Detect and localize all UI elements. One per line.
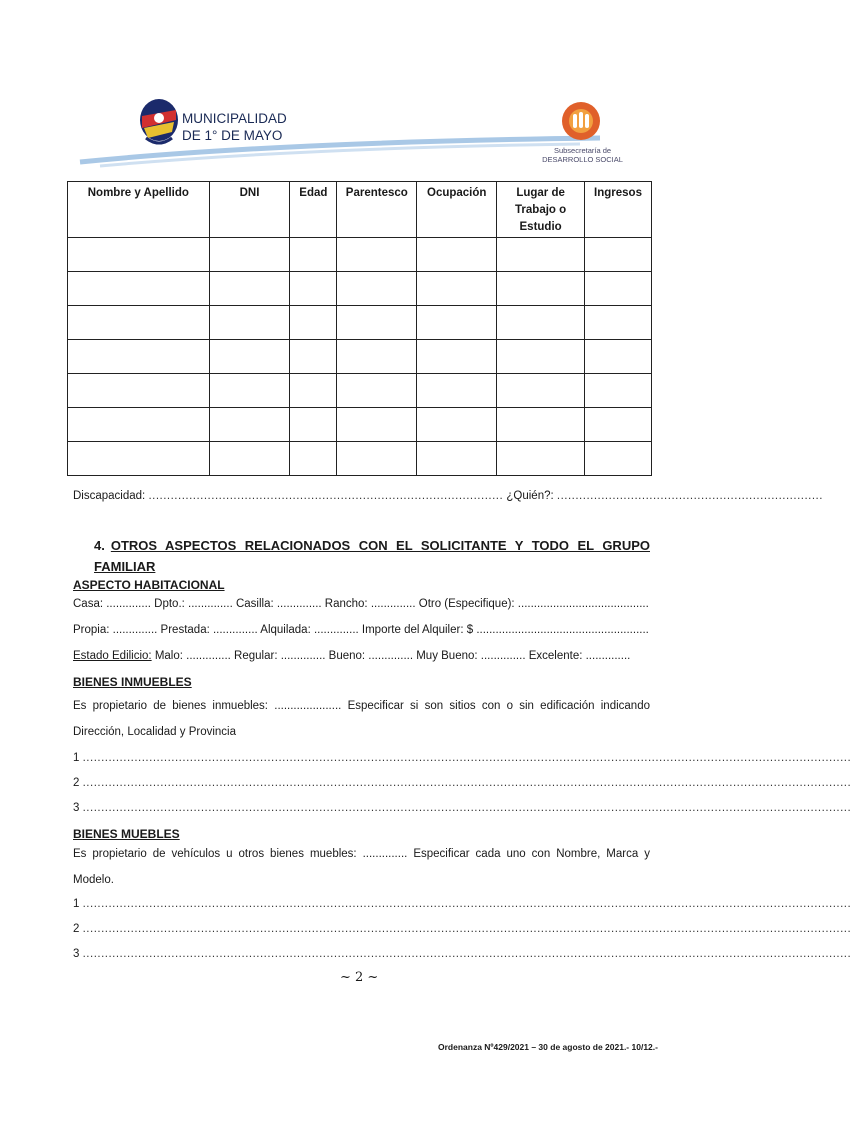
table-cell[interactable] — [585, 340, 652, 374]
table-cell[interactable] — [209, 442, 290, 476]
discapacidad-field[interactable]: ................................................................................................ — [148, 490, 504, 502]
subsecretaria-label — [520, 146, 645, 164]
discapacidad-line — [73, 490, 823, 502]
table-cell[interactable] — [497, 340, 585, 374]
heading-bienes-muebles: BIENES MUEBLES — [73, 827, 180, 841]
table-cell[interactable] — [497, 272, 585, 306]
subsecretaria-line1: Subsecretaría de — [553, 146, 612, 155]
muebles-question-cont: Modelo. — [73, 874, 114, 886]
discapacidad-label: Discapacidad: — [73, 490, 146, 502]
subsecretaria-line2: DESARROLLO SOCIAL — [542, 155, 623, 164]
municipal-crest-icon — [138, 98, 180, 148]
inmuebles-question-cont: Dirección, Localidad y Provincia — [73, 726, 236, 738]
table-cell[interactable] — [585, 306, 652, 340]
entry-dotted-field[interactable]: ................................................................................................................................................................................................................ — [82, 923, 851, 935]
estado-edilicio-label: Estado Edilicio: — [73, 650, 152, 662]
table-cell[interactable] — [585, 442, 652, 476]
table-cell[interactable] — [585, 374, 652, 408]
table-row — [68, 442, 652, 476]
table-cell[interactable] — [337, 408, 417, 442]
table-cell[interactable] — [68, 306, 210, 340]
entry-number: 3 — [73, 948, 80, 960]
table-cell[interactable] — [417, 374, 497, 408]
column-header: Edad — [290, 182, 337, 238]
table-row — [68, 340, 652, 374]
table-cell[interactable] — [497, 306, 585, 340]
table-cell[interactable] — [497, 238, 585, 272]
table-cell[interactable] — [417, 306, 497, 340]
table-cell[interactable] — [417, 442, 497, 476]
table-cell[interactable] — [290, 374, 337, 408]
table-cell[interactable] — [209, 238, 290, 272]
entry-dotted-field[interactable]: ................................................................................................................................................................................................................ — [82, 948, 851, 960]
entry-number: 1 — [73, 898, 80, 910]
inmueble-entry-2[interactable] — [73, 777, 851, 789]
entry-dotted-field[interactable]: ................................................................................................................................................................................................................ — [82, 898, 851, 910]
table-cell[interactable] — [209, 272, 290, 306]
muebles-question[interactable]: Es propietario de vehículos u otros bienes muebles: .............. Especificar cada uno con Nombre, Marca y — [73, 848, 650, 860]
section-4-title — [94, 535, 650, 577]
table-cell[interactable] — [290, 272, 337, 306]
table-cell[interactable] — [585, 272, 652, 306]
table-cell[interactable] — [68, 408, 210, 442]
footer-ordinance: Ordenanza Nº429/2021 – 30 de agosto de 2021.- 10/12.- — [438, 1042, 658, 1052]
table-cell[interactable] — [337, 272, 417, 306]
table-row — [68, 374, 652, 408]
table-cell[interactable] — [68, 340, 210, 374]
entry-number: 3 — [73, 802, 80, 814]
column-header: Ocupación — [417, 182, 497, 238]
quien-label: ¿Quién?: — [506, 490, 554, 502]
table-cell[interactable] — [290, 340, 337, 374]
heading-aspecto-habitacional: ASPECTO HABITACIONAL — [73, 578, 225, 592]
table-cell[interactable] — [290, 306, 337, 340]
inmueble-entry-3[interactable] — [73, 802, 851, 814]
entry-number: 1 — [73, 752, 80, 764]
mueble-entry-1[interactable] — [73, 898, 851, 910]
table-cell[interactable] — [585, 238, 652, 272]
table-cell[interactable] — [68, 442, 210, 476]
table-cell[interactable] — [497, 408, 585, 442]
entry-number: 2 — [73, 923, 80, 935]
table-row — [68, 238, 652, 272]
table-cell[interactable] — [68, 272, 210, 306]
table-row — [68, 408, 652, 442]
desarrollo-social-logo-icon — [560, 100, 602, 142]
table-cell[interactable] — [497, 374, 585, 408]
quien-field[interactable]: ........................................................................ — [556, 490, 823, 502]
table-cell[interactable] — [209, 408, 290, 442]
column-header: DNI — [209, 182, 290, 238]
housing-type-line[interactable]: Casa: .............. Dpto.: .............. Casilla: .............. Rancho: .............. Otro (Especifique): ......................................... — [73, 598, 649, 610]
inmueble-entry-1[interactable] — [73, 752, 851, 764]
table-cell[interactable] — [337, 306, 417, 340]
mueble-entry-2[interactable] — [73, 923, 851, 935]
table-row — [68, 272, 652, 306]
column-header: Ingresos — [585, 182, 652, 238]
municipality-line2: DE 1° DE MAYO — [182, 128, 283, 143]
table-cell[interactable] — [290, 442, 337, 476]
column-header: Lugar de Trabajo o Estudio — [497, 182, 585, 238]
table-cell[interactable] — [417, 272, 497, 306]
section-number: 4. — [94, 538, 105, 553]
heading-bienes-inmuebles: BIENES INMUEBLES — [73, 675, 192, 689]
table-cell[interactable] — [68, 238, 210, 272]
column-header: Parentesco — [337, 182, 417, 238]
section-title-text: OTROS ASPECTOS RELACIONADOS CON EL SOLICITANTE Y TODO EL GRUPO FAMILIAR — [94, 538, 650, 574]
mueble-entry-3[interactable] — [73, 948, 851, 960]
table-cell[interactable] — [585, 408, 652, 442]
municipality-name — [182, 110, 287, 144]
table-cell[interactable] — [337, 340, 417, 374]
table-cell[interactable] — [417, 238, 497, 272]
table-cell[interactable] — [417, 340, 497, 374]
table-header-row — [68, 182, 652, 238]
entry-number: 2 — [73, 777, 80, 789]
table-cell[interactable] — [337, 238, 417, 272]
building-state-line — [73, 650, 630, 662]
family-members-table — [67, 181, 652, 476]
inmuebles-question[interactable]: Es propietario de bienes inmuebles: ..................... Especificar si son sitios con o sin edificación indicando — [73, 700, 650, 712]
tenancy-line[interactable]: Propia: .............. Prestada: .............. Alquilada: .............. Importe del Alquiler: $ ...................................................... — [73, 624, 649, 636]
table-cell[interactable] — [290, 238, 337, 272]
entry-dotted-field[interactable]: ................................................................................................................................................................................................................ — [82, 802, 851, 814]
building-state-options[interactable]: Malo: .............. Regular: .............. Bueno: .............. Muy Bueno: .............. Excelente: .............. — [151, 650, 631, 662]
table-cell[interactable] — [417, 408, 497, 442]
table-cell[interactable] — [209, 374, 290, 408]
table-cell[interactable] — [68, 374, 210, 408]
column-header: Nombre y Apellido — [68, 182, 210, 238]
table-row — [68, 306, 652, 340]
table-cell[interactable] — [337, 374, 417, 408]
table-cell[interactable] — [337, 442, 417, 476]
entry-dotted-field[interactable]: ................................................................................................................................................................................................................ — [82, 777, 851, 789]
table-cell[interactable] — [209, 306, 290, 340]
table-cell[interactable] — [497, 442, 585, 476]
entry-dotted-field[interactable]: ................................................................................................................................................................................................................ — [82, 752, 851, 764]
table-body — [68, 238, 652, 476]
table-cell[interactable] — [290, 408, 337, 442]
municipality-line1: MUNICIPALIDAD — [182, 111, 287, 126]
page-number: ~ 2 ~ — [340, 970, 379, 985]
table-cell[interactable] — [209, 340, 290, 374]
